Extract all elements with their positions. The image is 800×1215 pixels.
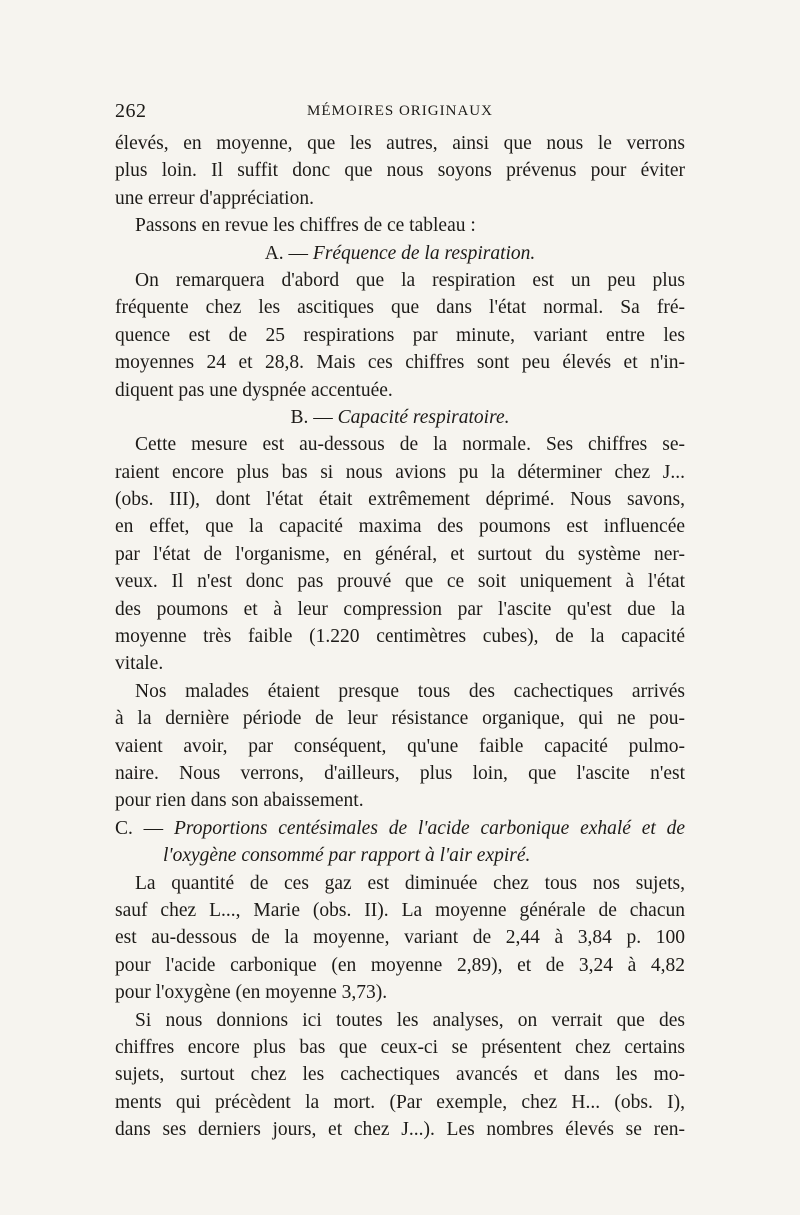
section-heading-c [115, 815, 685, 842]
text-line: élevés, en moyenne, que les autres, ainsi que nous le verrons [115, 133, 685, 154]
page-number: 262 [115, 100, 147, 122]
section-heading-b [115, 404, 685, 431]
text-line: raient encore plus bas si nous avions pu la déterminer chez J... [115, 461, 685, 483]
section-heading-label: B. — [290, 406, 338, 428]
text-line: fréquente chez les ascitiques que dans l'état normal. Sa fré- [115, 297, 685, 319]
text-line: veux. Il n'est donc pas prouvé que ce soit uniquement à l'état [115, 571, 685, 593]
text-line: moyennes 24 et 28,8. Mais ces chiffres sont peu élevés et n'in- [115, 352, 685, 374]
text-line: On remarquera d'abord que la respiration est un peu plus [135, 269, 685, 291]
text-line: par l'état de l'organisme, en général, et surtout du système ner- [115, 543, 685, 565]
section-heading-title: Proportions centésimales de l'acide carbonique exhalé et de [173, 817, 685, 839]
section-heading-label: A. — [264, 242, 313, 264]
text-line: plus loin. Il suffit donc que nous soyons prévenus pour éviter [115, 160, 685, 182]
text-line: est au-dessous de la moyenne, variant de 2,44 à 3,84 p. 100 [115, 927, 685, 949]
text-line: Passons en revue les chiffres de ce tableau : [135, 215, 476, 237]
text-line: naire. Nous verrons, d'ailleurs, plus loin, que l'ascite n'est [115, 762, 685, 784]
text-line: Nos malades étaient presque tous des cachectiques arrivés [135, 680, 685, 702]
text-line: des poumons et à leur compression par l'ascite qu'est due la [115, 598, 685, 620]
text-line: sauf chez L..., Marie (obs. II). La moyenne générale de chacun [115, 899, 685, 921]
text-line: ments qui précèdent la mort. (Par exemple, chez H... (obs. I), [115, 1091, 685, 1113]
running-title: MÉMOIRES ORIGINAUX [307, 103, 493, 119]
section-heading-label: C. — [115, 817, 174, 839]
text-line: vaient avoir, par conséquent, qu'une faible capacité pulmo- [115, 735, 685, 757]
text-line: La quantité de ces gaz est diminuée chez tous nos sujets, [135, 872, 685, 894]
text-line: moyenne très faible (1.220 centimètres cubes), de la capacité [115, 626, 685, 648]
text-line: dans ses derniers jours, et chez J...). Les nombres élevés se ren- [115, 1119, 685, 1141]
text-line: une erreur d'appréciation. [115, 187, 314, 209]
text-line: pour rien dans son abaissement. [115, 790, 364, 812]
text-line: pour l'oxygène (en moyenne 3,73). [115, 982, 388, 1004]
section-heading-a [115, 240, 685, 267]
section-heading-title-cont: l'oxygène consommé par rapport à l'air expiré. [163, 845, 531, 867]
text-line: Si nous donnions ici toutes les analyses, on verrait que des [135, 1009, 685, 1031]
text-line: diquent pas une dyspnée accentuée. [115, 379, 393, 401]
text-line: Cette mesure est au-dessous de la normale. Ses chiffres se- [135, 434, 685, 456]
section-heading-title: Fréquence de la respiration. [312, 242, 536, 264]
text-line: à la dernière période de leur résistance organique, qui ne pou- [115, 708, 685, 730]
text-line: en effet, que la capacité maxima des poumons est influencée [115, 516, 685, 538]
text-line: pour l'acide carbonique (en moyenne 2,89), et de 3,24 à 4,82 [115, 954, 685, 976]
section-heading-title: Capacité respiratoire. [337, 406, 510, 428]
text-line: (obs. III), dont l'état était extrêmement déprimé. Nous savons, [115, 489, 685, 511]
text-line: chiffres encore plus bas que ceux-ci se présentent chez certains [115, 1036, 685, 1058]
text-line: sujets, surtout chez les cachectiques avancés et dans les mo- [115, 1064, 685, 1086]
body-text [115, 130, 685, 1143]
text-line: vitale. [115, 653, 164, 675]
text-line: quence est de 25 respirations par minute, variant entre les [115, 324, 685, 346]
page-header [115, 100, 685, 124]
